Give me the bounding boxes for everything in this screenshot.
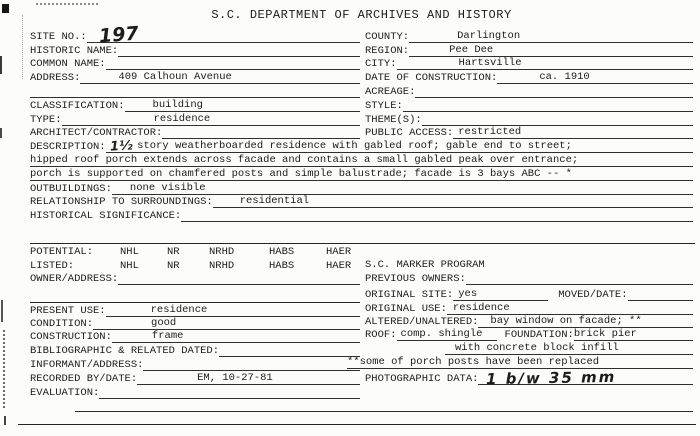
evaluation-label: EVALUATION:: [30, 386, 100, 399]
relationship-label: RELATIONSHIP TO SURROUNDINGS:: [30, 196, 213, 209]
description-line-3: [30, 166, 693, 181]
description-row-2: [30, 153, 693, 167]
listed-option-nr: NR: [167, 259, 180, 272]
public-access-value: restricted: [458, 126, 522, 139]
condition-value: good: [151, 317, 177, 330]
previous-owners-line: [466, 270, 693, 285]
address-label: ADDRESS:: [30, 72, 81, 85]
outbuildings-value: none visible: [129, 181, 206, 194]
marker-program-heading: S.C. MARKER PROGRAM: [365, 258, 485, 271]
style-line: [403, 97, 693, 112]
evaluation-line: [99, 384, 360, 399]
address-line: [80, 69, 360, 84]
field-previous-owners: [365, 271, 693, 285]
blank-rule-row: [30, 84, 360, 98]
top-right-column: [365, 29, 693, 139]
city-label: CITY:: [365, 58, 397, 71]
scan-artifact-left-dotted-line: [3, 330, 5, 408]
classification-line: [125, 97, 360, 112]
foundation-cont-line: [445, 340, 693, 355]
bibliographic-label: BIBLIOGRAPHIC & RELATED DATED:: [30, 345, 220, 358]
site-no-label: SITE NO.:: [30, 30, 87, 43]
relationship-line: [213, 194, 693, 209]
field-style: [365, 98, 693, 112]
public-access-line: [453, 125, 693, 140]
owner-address-line: [118, 271, 360, 285]
listed-label: LISTED:: [30, 259, 75, 272]
common-name-label: COMMON NAME:: [30, 58, 106, 71]
site-no-line: [87, 22, 360, 48]
field-bibliographic: [30, 343, 360, 357]
footnote-row: [347, 355, 693, 369]
evaluation-continuation-line: [75, 399, 693, 412]
county-label: COUNTY:: [365, 30, 410, 43]
significance-line: [181, 207, 693, 222]
field-public-access: [365, 126, 693, 140]
footnote-line: [347, 354, 693, 369]
photographic-data-line: [478, 367, 693, 389]
style-label: STYLE:: [365, 99, 403, 112]
field-condition: [30, 317, 360, 331]
photographic-data-label: PHOTOGRAPHIC DATA:: [365, 372, 479, 385]
marker-spacer-row: [365, 244, 693, 257]
description-text-2: hipped roof porch extends across facade and contains a small gabled peak over entrance;: [30, 153, 579, 166]
field-relationship: [30, 195, 693, 209]
bottom-section: [30, 244, 693, 398]
informant-line: [143, 356, 360, 371]
roof-label: ROOF:: [365, 329, 397, 342]
listed-option-habs: HABS: [269, 259, 295, 272]
recorded-by-value: EM, 10-27-81: [197, 371, 273, 384]
outbuildings-label: OUTBUILDINGS:: [30, 182, 112, 195]
potential-option-nr: NR: [167, 245, 180, 258]
original-use-line: [447, 300, 693, 315]
field-address: [30, 70, 360, 84]
themes-label: THEME(S):: [365, 113, 422, 126]
classification-value: building: [152, 98, 203, 111]
left-subsection-separator: [30, 285, 360, 303]
scan-artifact-edge-line: [22, 15, 23, 79]
historic-name-label: HISTORIC NAME:: [30, 44, 119, 57]
address-value: 409 Calhoun Avenue: [118, 71, 232, 84]
field-photographic-data: [365, 367, 693, 389]
description-label: DESCRIPTION:: [30, 141, 106, 154]
listed-option-nrhd: NRHD: [209, 259, 235, 272]
present-use-line: [106, 302, 360, 317]
bibliographic-line: [219, 342, 360, 357]
potential-option-nhl: NHL: [120, 245, 139, 258]
present-use-label: PRESENT USE:: [30, 304, 106, 317]
recorded-by-label: RECORDED BY/DATE:: [30, 372, 138, 385]
region-line: [409, 42, 693, 57]
county-value: Darlington: [457, 29, 521, 42]
date-of-construction-line: [497, 69, 693, 84]
original-use-value: residence: [452, 301, 510, 314]
field-outbuildings: [30, 181, 693, 195]
owner-address-label: OWNER/ADDRESS:: [30, 272, 119, 285]
original-use-label: ORIGINAL USE:: [365, 302, 447, 315]
field-region: [365, 43, 693, 57]
public-access-label: PUBLIC ACCESS:: [365, 127, 454, 140]
potential-option-nrhd: NRHD: [209, 245, 235, 258]
field-informant: [30, 357, 360, 371]
altered-line: [478, 314, 693, 329]
form-title: S.C. DEPARTMENT OF ARCHIVES AND HISTORY: [211, 8, 512, 22]
moved-date-line: [628, 284, 693, 301]
bottom-left-column: [30, 244, 360, 398]
informant-label: INFORMANT/ADDRESS:: [30, 358, 144, 371]
date-of-construction-value: ca. 1910: [539, 71, 590, 84]
field-altered: [365, 315, 693, 329]
altered-value: bay window on facade; **: [490, 315, 642, 328]
foundation-cont-text: with concrete block infill: [455, 342, 619, 355]
potential-label: POTENTIAL:: [30, 245, 94, 258]
original-site-line: [453, 284, 548, 301]
listed-option-haer: HAER: [326, 259, 352, 272]
historic-name-line: [118, 42, 360, 57]
classification-label: CLASSIFICATION:: [30, 99, 125, 112]
blank-line: [30, 83, 360, 98]
field-significance: [30, 208, 693, 222]
region-value: Pee Dee: [449, 43, 494, 56]
moved-date-label: MOVED/DATE:: [558, 288, 628, 301]
recorded-by-line: [137, 370, 360, 385]
section-separator-line: [30, 222, 695, 244]
common-name-line: [106, 56, 360, 71]
field-architect: [30, 126, 360, 140]
field-original-use: [365, 301, 693, 315]
type-line: [62, 111, 360, 126]
significance-label: HISTORICAL SIGNIFICANCE:: [30, 210, 182, 223]
field-listed: [30, 258, 360, 272]
altered-label: ALTERED/UNALTERED:: [365, 316, 479, 329]
potential-option-haer: HAER: [326, 245, 352, 258]
top-section: [30, 22, 693, 140]
field-site-no: [30, 22, 360, 48]
scan-artifact-top-smudge: [36, 3, 98, 5]
themes-line: [422, 111, 693, 126]
relationship-value: residential: [239, 195, 310, 208]
field-themes: [365, 112, 693, 126]
description-line-2: [30, 152, 693, 167]
architect-line: [162, 125, 360, 140]
field-acreage: [365, 84, 693, 98]
top-left-column: [30, 22, 360, 140]
field-county: [365, 29, 693, 43]
foundation-value: brick pier: [573, 328, 637, 341]
construction-label: CONSTRUCTION:: [30, 331, 112, 344]
bottom-right-column: [347, 244, 693, 398]
roof-value: comp. shingle: [400, 328, 483, 341]
construction-value: frame: [151, 330, 184, 343]
scan-artifact-left-mark-3: [1, 300, 3, 322]
scan-artifact-corner-mark: [2, 4, 9, 13]
region-label: REGION:: [365, 44, 410, 57]
construction-line: [112, 329, 360, 343]
roof-line: [397, 327, 497, 341]
description-line-1: [106, 138, 693, 153]
footnote-text: **some of porch posts have been replaced: [347, 355, 600, 368]
type-label: TYPE:: [30, 113, 62, 126]
listed-option-nhl: NHL: [120, 259, 139, 272]
field-description: [30, 139, 693, 153]
date-of-construction-label: DATE OF CONSTRUCTION:: [365, 72, 498, 85]
scan-artifact-bottom-mark: [4, 416, 6, 425]
description-row-3: [30, 167, 693, 181]
site-no-value-handwritten: 197: [97, 22, 140, 48]
description-text-1: story weatherboarded residence with gabled roof; gable end to street;: [137, 140, 572, 153]
present-use-value: residence: [150, 303, 208, 316]
field-historic-name: [30, 43, 360, 57]
foundation-continuation-row: [365, 341, 693, 355]
field-date-of-construction: [365, 70, 693, 84]
county-line: [409, 28, 693, 43]
field-common-name: [30, 57, 360, 71]
scan-artifact-left-mark-1: [0, 56, 2, 74]
condition-label: CONDITION:: [30, 318, 94, 331]
condition-line: [93, 316, 360, 331]
field-present-use: [30, 303, 360, 317]
city-line: [397, 56, 693, 71]
field-type: [30, 112, 360, 126]
acreage-line: [415, 83, 693, 98]
marker-program-heading-row: [365, 257, 693, 271]
field-original-site: [365, 285, 693, 301]
architect-label: ARCHITECT/CONTRACTOR:: [30, 127, 163, 140]
description-hand-value: 1½: [109, 138, 133, 155]
field-recorded-by: [30, 371, 360, 385]
potential-option-habs: HABS: [269, 245, 295, 258]
outbuildings-line: [112, 180, 693, 195]
description-section: [30, 139, 693, 244]
bottom-border-line: [18, 424, 696, 425]
city-value: Hartsville: [458, 57, 522, 70]
original-site-value: yes: [458, 287, 478, 300]
photographic-data-value-handwritten: 1 b/w 35 mm: [486, 367, 617, 389]
field-city: [365, 57, 693, 71]
field-potential: [30, 244, 360, 258]
scan-artifact-left-mark-2: [0, 128, 2, 138]
type-value: residence: [153, 112, 211, 125]
original-site-label: ORIGINAL SITE:: [365, 288, 454, 301]
previous-owners-label: PREVIOUS OWNERS:: [365, 272, 466, 285]
foundation-label: FOUNDATION:: [504, 329, 574, 342]
description-text-3: porch is supported on chamfered posts and simple balustrade; facade is 3 bays ABC -- *: [30, 167, 572, 180]
acreage-label: ACREAGE:: [365, 85, 416, 98]
field-classification: [30, 98, 360, 112]
foundation-line: [574, 327, 693, 341]
left-separator-line: [30, 284, 360, 303]
field-evaluation: [30, 385, 360, 399]
